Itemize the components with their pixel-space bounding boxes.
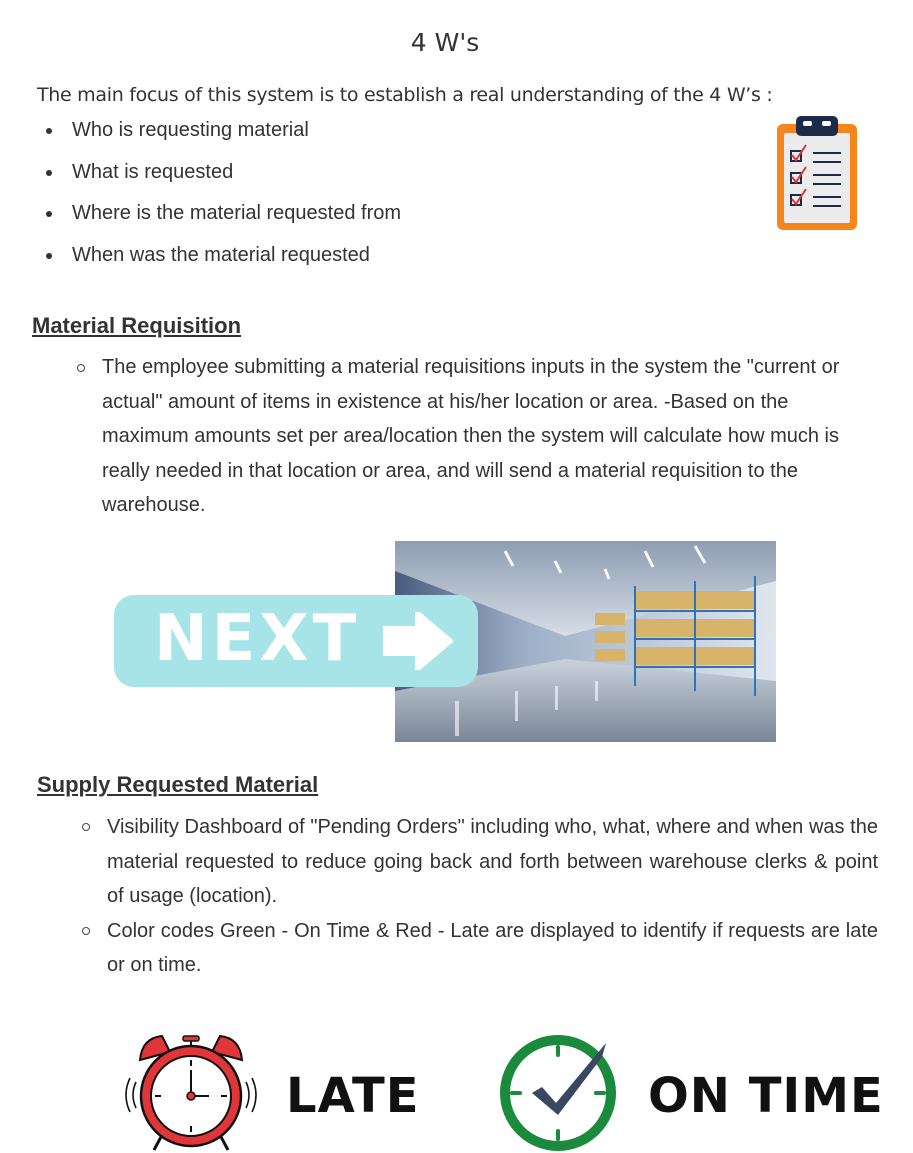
material-requisition-item <box>77 350 877 523</box>
circle-bullet-icon <box>77 364 85 372</box>
clipboard-checklist-icon <box>775 115 859 233</box>
bullet-icon <box>46 211 52 217</box>
late-label: LATE <box>286 1068 420 1124</box>
circle-bullet-icon <box>82 927 90 935</box>
bullet-icon <box>46 253 52 259</box>
alarm-clock-icon <box>122 1030 260 1153</box>
next-arrow-icon <box>383 612 453 670</box>
intro-text: The main focus of this system is to establish a real understanding of the 4 W’s : <box>37 84 773 106</box>
next-label: NEXT <box>154 602 361 676</box>
page-title: 4 W's <box>410 28 480 57</box>
bullet-icon <box>46 170 52 176</box>
list-item: Where is the material requested from <box>46 199 401 241</box>
clock-check-icon <box>498 1033 618 1153</box>
material-requisition-heading: Material Requisition <box>32 313 242 338</box>
list-item: Who is requesting material <box>46 116 401 158</box>
list-item: What is requested <box>46 158 401 200</box>
on-time-label: ON TIME <box>648 1068 884 1124</box>
four-ws-list <box>46 116 401 282</box>
material-requisition-text: The employee submitting a material requisitions inputs in the system the "current or actual" amount of items in existence at his/her location or area. -Based on the maximum amounts set per area/location then the system will calculate how much is really needed in that location or area, and will send a material requisition to the warehouse. <box>102 356 840 517</box>
supply-requested-material-list <box>82 810 878 983</box>
circle-bullet-icon <box>82 823 90 831</box>
list-item: Visibility Dashboard of "Pending Orders" including who, what, where and when was the material requested to reduce going back and forth between warehouse clerks & point of usage (location). <box>82 810 878 914</box>
list-item: When was the material requested <box>46 241 401 283</box>
list-item: Color codes Green - On Time & Red - Late are displayed to identify if requests are late or on time. <box>82 914 878 983</box>
supply-requested-material-heading: Supply Requested Material <box>37 772 319 797</box>
bullet-icon <box>46 128 52 134</box>
